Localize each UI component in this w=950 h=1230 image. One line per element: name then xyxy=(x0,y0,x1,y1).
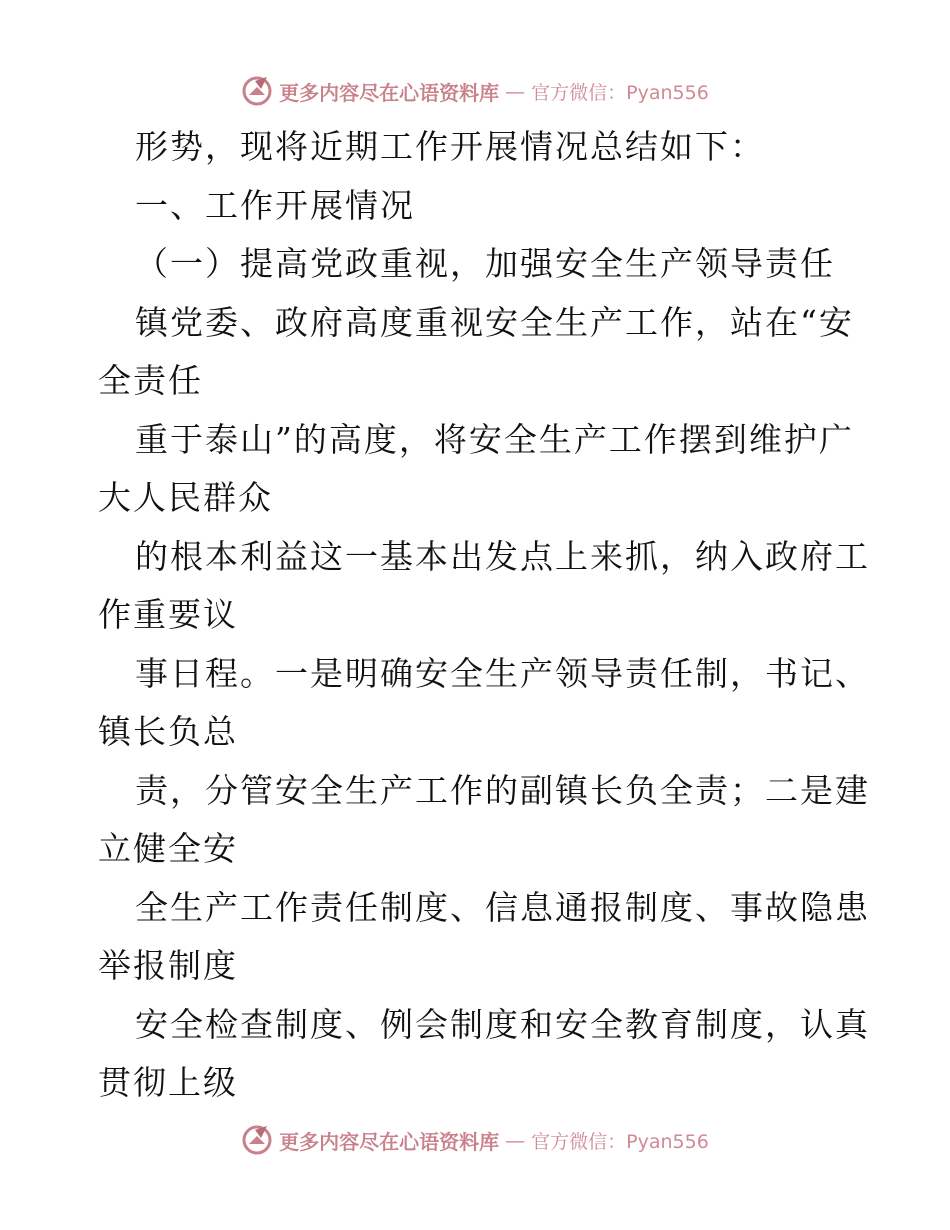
body-line: 作重要议 xyxy=(98,595,238,634)
header-official-account: 官方微信：Pyan556 xyxy=(531,81,709,104)
body-line: 立健全安 xyxy=(98,829,238,868)
document-body xyxy=(98,118,870,1113)
footer-separator: — xyxy=(505,1128,526,1152)
body-line: 全生产工作责任制度、信息通报制度、事故隐患 xyxy=(135,887,870,927)
body-line: 镇长负总 xyxy=(98,712,238,751)
body-line: 大人民群众 xyxy=(98,478,273,517)
section-heading: 一、工作开展情况 xyxy=(135,185,415,225)
body-line: 的根本利益这一基本出发点上来抓，纳入政府工 xyxy=(135,536,870,576)
subsection-heading: （一）提高党政重视，加强安全生产领导责任 xyxy=(135,244,835,283)
footer-brand-text: 更多内容尽在心语资料库 xyxy=(279,1129,500,1154)
body-line: 重于泰山”的高度，将安全生产工作摆到维护广 xyxy=(135,419,854,459)
book-quill-logo-icon xyxy=(241,75,273,107)
footer-official-account: 官方微信：Pyan556 xyxy=(531,1130,709,1153)
body-line: 举报制度 xyxy=(98,946,238,985)
header-separator: — xyxy=(505,79,526,103)
header-banner xyxy=(0,71,950,111)
book-quill-logo-icon xyxy=(241,1124,273,1156)
body-line: 事日程。一是明确安全生产领导责任制，书记、 xyxy=(135,653,870,693)
body-line: 形势，现将近期工作开展情况总结如下： xyxy=(135,127,765,166)
body-line: 全责任 xyxy=(98,361,203,400)
body-line: 镇党委、政府高度重视安全生产工作，站在“安 xyxy=(135,302,854,342)
body-line: 安全检查制度、例会制度和安全教育制度，认真 xyxy=(135,1004,870,1044)
body-line: 贯彻上级 xyxy=(98,1063,238,1102)
body-line: 责，分管安全生产工作的副镇长负全责；二是建 xyxy=(135,770,870,810)
header-brand-text: 更多内容尽在心语资料库 xyxy=(279,80,500,105)
footer-banner xyxy=(0,1120,950,1160)
